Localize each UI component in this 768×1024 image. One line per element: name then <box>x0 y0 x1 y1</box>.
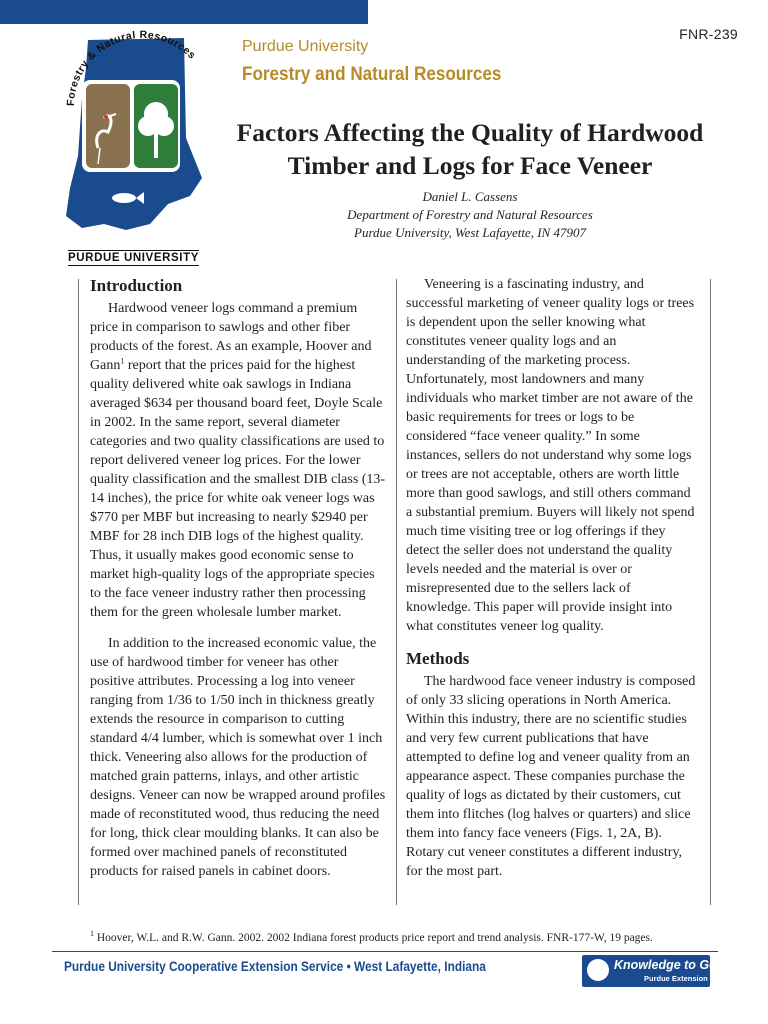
author-block <box>200 188 740 242</box>
intro-paragraph-1: Hardwood veneer logs command a premium price in comparison to sawlogs and other fiber products of the forest. As an example, Hoover and Gann$^1$ report that the prices paid for the highest quality delivered white oak sawlogs in Indiana averaged $634 per thousand board feet, Doyle Scale in 2002. In the same report, several diameter categories and two quality classifications are used to report delivered veneer log prices. For the lower quality classification and the smallest DIB class (13-14 inches), the price for white oak veneer logs was $770 per MBF but increasing to nearly $2940 per MBF for 28 inch DIB logs of the highest quality. Thus, it usually makes good economic sense to market high-quality logs of the appropriate species to the face veneer industry rather then processing them for the green wholesale lumber market. <box>90 301 386 620</box>
title-line-2: Timber and Logs for Face Veneer <box>287 151 653 180</box>
footnote-reference: 1 <box>120 356 125 366</box>
title-line-1: Factors Affecting the Quality of Hardwood <box>236 118 704 147</box>
author-department: Department of Forestry and Natural Resources <box>347 207 593 222</box>
section-heading-introduction: Introduction <box>90 276 183 295</box>
extension-logo-icon <box>587 959 609 981</box>
author-address: Purdue University, West Lafayette, IN 47907 <box>354 225 586 240</box>
logo-arc-text: Forestry & Natural Resources <box>64 28 199 107</box>
column-divider-left <box>78 279 79 905</box>
document-number: FNR-239 <box>679 26 738 42</box>
footnote: $^1$ Hoover, W.L. and R.W. Gann. 2002. 2002 Indiana forest products price report and trend analysis. FNR-177-W, 19 pages. <box>90 929 653 944</box>
intro-paragraph-2: In addition to the increased economic value, the use of hardwood timber for veneer has other positive attributes. Processing a log into veneer ranging from 1/36 to 1/50 inch in thickness greatly extends the resource in comparison to cutting standard 4/4 lumber, which is somewhat over 1 inch thick. Veneering also allows for the production of matched grain patterns, inlays, and other artistic designs. Veneer can now be wrapped around profiles made of reconstituted wood, thus reducing the need for long, thick clear moulding blanks. It can also be formed over machined panels of reconstituted products for raised panels in cabinet doors. <box>90 636 386 879</box>
section-heading-methods: Methods <box>406 649 470 668</box>
right-column <box>406 275 698 893</box>
methods-paragraph-1: The hardwood face veneer industry is composed of only 33 slicing operations in North America. Within this industry, there are no scientific studies and very few current publications that have attempted to define log and veneer quality from an appearance aspect. These companies purchase the quality of logs as dictated by their customers, cut them into flitches (log halves or quarters) and slice them into fancy face veneers (Figs. 1, 2A, B). Rotary cut veneer constitutes a different industry, for the most part. <box>406 674 696 879</box>
footer-text: Purdue University Cooperative Extension Service • West Lafayette, Indiana <box>64 959 486 974</box>
column-divider-right <box>710 279 711 905</box>
intro-paragraph-3: Veneering is a fascinating industry, and successful marketing of veneer quality logs or trees is dependent upon the seller knowing what constitutes veneer quality logs and an understanding of the marketing process. Unfortunately, most landowners and many individuals who market timber are not aware of the basic requirements for trees or logs to be considered “face veneer quality.” In some instances, sellers do not understand why some logs or trees are not acceptable, others are worth little more than good sawlogs, and still others command a substantial premium. Buyers will likely not spend much time visiting tree or log offerings if they detect the seller does not understand the quality levels needed and the material is over or misrepresented due to the sellers lack of knowledge. This paper will provide insight into what constitutes veneer log quality. <box>406 277 695 634</box>
document-title <box>200 116 740 182</box>
logo-label: PURDUE UNIVERSITY <box>68 252 199 264</box>
badge-main-text: Knowledge to Go <box>614 958 717 972</box>
header-university: Purdue University <box>242 38 369 55</box>
header-department: Forestry and Natural Resources <box>242 64 502 85</box>
heron-panel <box>86 84 130 168</box>
top-color-bar <box>0 0 368 24</box>
badge-sub-text: Purdue Extension <box>644 974 708 983</box>
knowledge-to-go-badge <box>582 955 717 987</box>
author-name: Daniel L. Cassens <box>422 189 518 204</box>
left-column <box>90 275 386 893</box>
footer-rule <box>52 951 718 952</box>
column-divider-middle <box>396 279 397 905</box>
